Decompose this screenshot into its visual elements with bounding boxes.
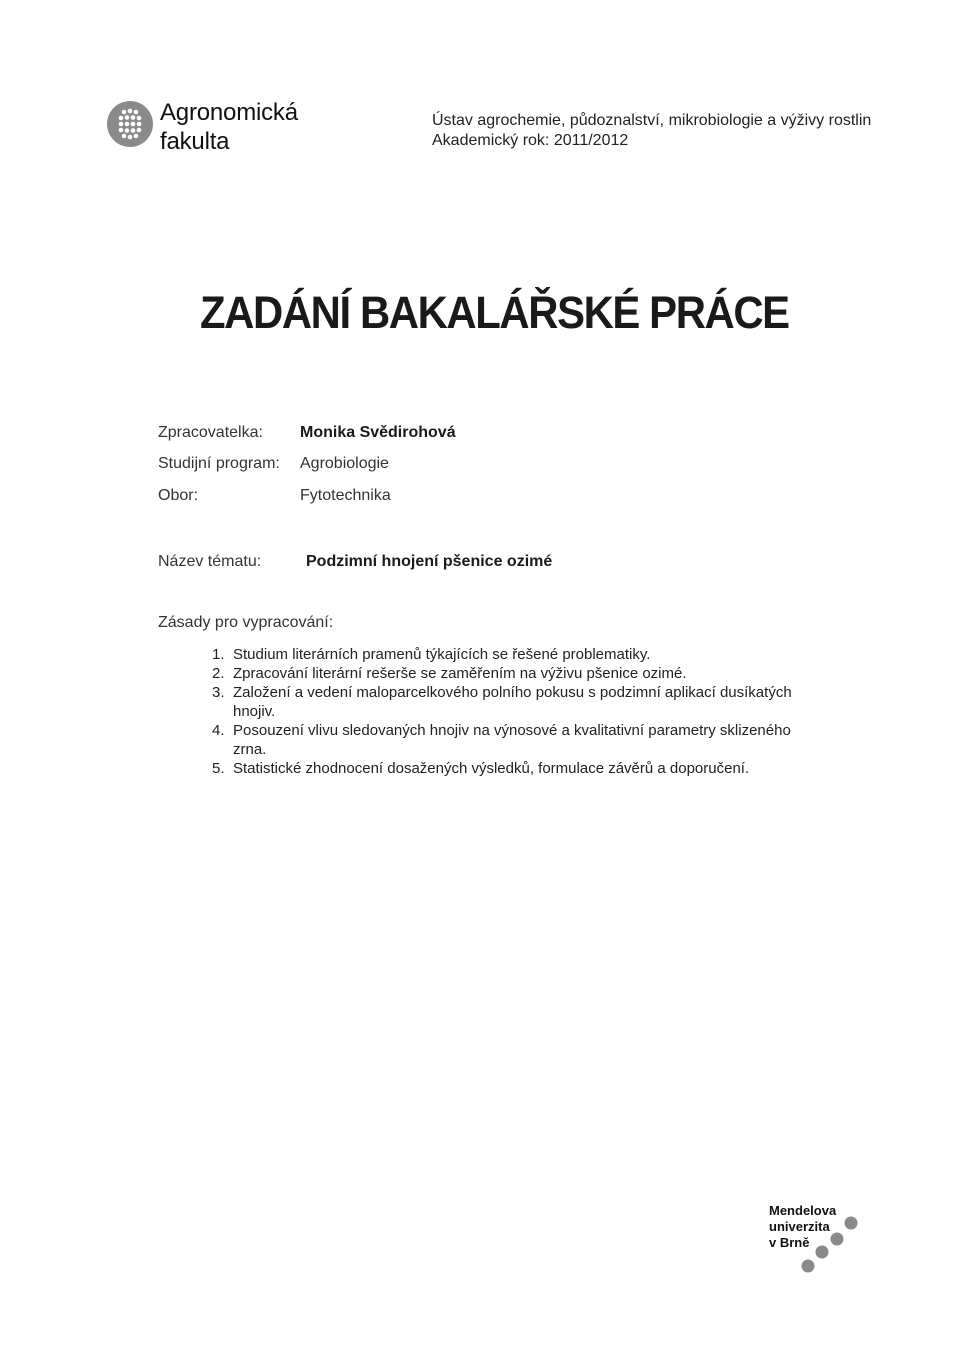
- list-item-text: Studium literárních pramenů týkajících se řešené problematiky.: [233, 646, 651, 663]
- program-label: Studijní program:: [158, 455, 280, 472]
- list-item: [212, 664, 822, 683]
- list-item-number: 4.: [212, 722, 225, 739]
- faculty-logo: [106, 98, 298, 156]
- list-item: [212, 683, 822, 721]
- list-item-text: Statistické zhodnocení dosažených výsledků, formulace závěrů a doporučení.: [233, 760, 750, 777]
- page-title: ZADÁNÍ BAKALÁŘSKÉ PRÁCE: [200, 287, 789, 338]
- author-value: Monika Svědirohová: [300, 424, 456, 441]
- university-name-line2: univerzita: [769, 1219, 830, 1234]
- faculty-logo-icon: [106, 100, 154, 148]
- topic-value: Podzimní hnojení pšenice ozimé: [306, 553, 553, 570]
- faculty-name-line1: Agronomická: [160, 99, 298, 126]
- list-item-text: Založení a vedení maloparcelkového polního pokusu s podzimní aplikací dusíkatých hnojiv.: [233, 684, 792, 720]
- university-name-line3: v Brně: [769, 1235, 810, 1250]
- list-item-number: 1.: [212, 646, 225, 663]
- faculty-name-line2: fakulta: [160, 128, 230, 155]
- university-dots-icon: [769, 1203, 869, 1288]
- principles-label: Zásady pro vypracování:: [158, 614, 334, 631]
- faculty-name: [160, 98, 298, 156]
- field-value: Fytotechnika: [300, 487, 391, 504]
- header-info: [432, 111, 871, 151]
- list-item-number: 3.: [212, 684, 225, 701]
- principles-list: [212, 645, 822, 778]
- list-item: [212, 645, 822, 664]
- institute-name: Ústav agrochemie, půdoznalství, mikrobiologie a výživy rostlin: [432, 112, 872, 129]
- university-name-line1: Mendelova: [769, 1203, 837, 1218]
- list-item-number: 2.: [212, 665, 225, 682]
- list-item-text: Posouzení vlivu sledovaných hnojiv na výnosové a kvalitativní parametry sklizeného zrna.: [233, 722, 791, 758]
- topic-label: Název tématu:: [158, 553, 262, 570]
- list-item-number: 5.: [212, 760, 225, 777]
- list-item-text: Zpracování literární rešerše se zaměřením na výživu pšenice ozimé.: [233, 665, 687, 682]
- list-item: [212, 759, 822, 778]
- list-item: [212, 721, 822, 759]
- author-label: Zpracovatelka:: [158, 424, 263, 441]
- program-value: Agrobiologie: [300, 455, 389, 472]
- field-label: Obor:: [158, 487, 199, 504]
- university-logo: [769, 1203, 869, 1288]
- academic-year: Akademický rok: 2011/2012: [432, 132, 629, 149]
